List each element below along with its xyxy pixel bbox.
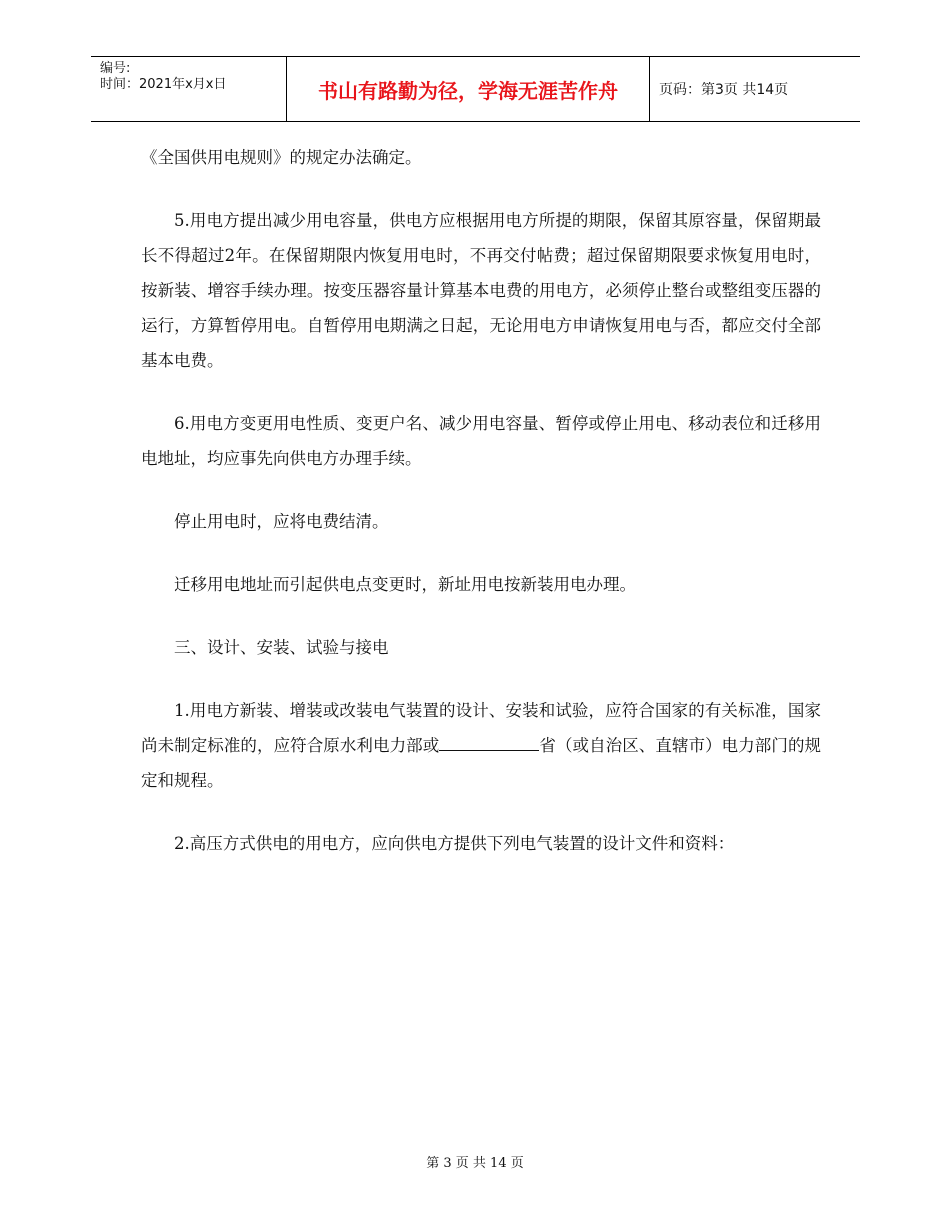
document-body	[141, 140, 821, 861]
section-heading-design: 三、设计、安装、试验与接电	[174, 638, 389, 657]
paragraph-item-6: 6.用电方变更用电性质、变更户名、减少用电容量、暂停或停止用电、移动表位和迁移用电地址，均应事先向供电方办理手续。	[141, 414, 821, 468]
header-motto: 书山有路勤为径，学海无涯苦作舟	[287, 57, 650, 121]
paragraph-relocation: 迁移用电地址而引起供电点变更时，新址用电按新装用电办理。	[174, 575, 636, 594]
fill-in-blank	[439, 732, 539, 751]
page-header	[91, 56, 860, 122]
paragraph-continuation: 《全国供用电规则》的规定办法确定。	[141, 148, 422, 167]
paragraph-item-5: 5.用电方提出减少用电容量，供电方应根据用电方所提的期限，保留其原容量，保留期最长不得超过2年。在保留期限内恢复用电时，不再交付帖费；超过保留期限要求恢复用电时，按新装、增容手续办理。按变压器容量计算基本电费的用电方，必须停止整台或整组变压器的运行，方算暂停用电。自暂停用电期满之日起，无论用电方申请恢复用电与否，都应交付全部基本电费。	[141, 211, 821, 370]
paragraph-item-1	[141, 693, 821, 798]
paragraph-item-2: 2.高压方式供电的用电方，应向供电方提供下列电气装置的设计文件和资料：	[174, 834, 735, 853]
number-label: 编号:	[100, 61, 131, 76]
item-1-text-before: 1.用电方新装、增装或改装电气装置的设计、安装和试验，应符合国家的有关标准，国家尚未制定标准的，应符合原水利电力部或	[141, 701, 821, 755]
paragraph-stop-use: 停止用电时，应将电费结清。	[174, 512, 389, 531]
page-footer: 第 3 页 共 14 页	[426, 1156, 524, 1171]
time-label: 时间：2021年x月x日	[100, 77, 227, 92]
header-meta	[91, 57, 287, 121]
item-1-text-after: 省（或自治区、直辖市）电力部门的规定和规程。	[141, 736, 822, 790]
header-page-info: 页码：第3页 共14页	[659, 82, 789, 98]
